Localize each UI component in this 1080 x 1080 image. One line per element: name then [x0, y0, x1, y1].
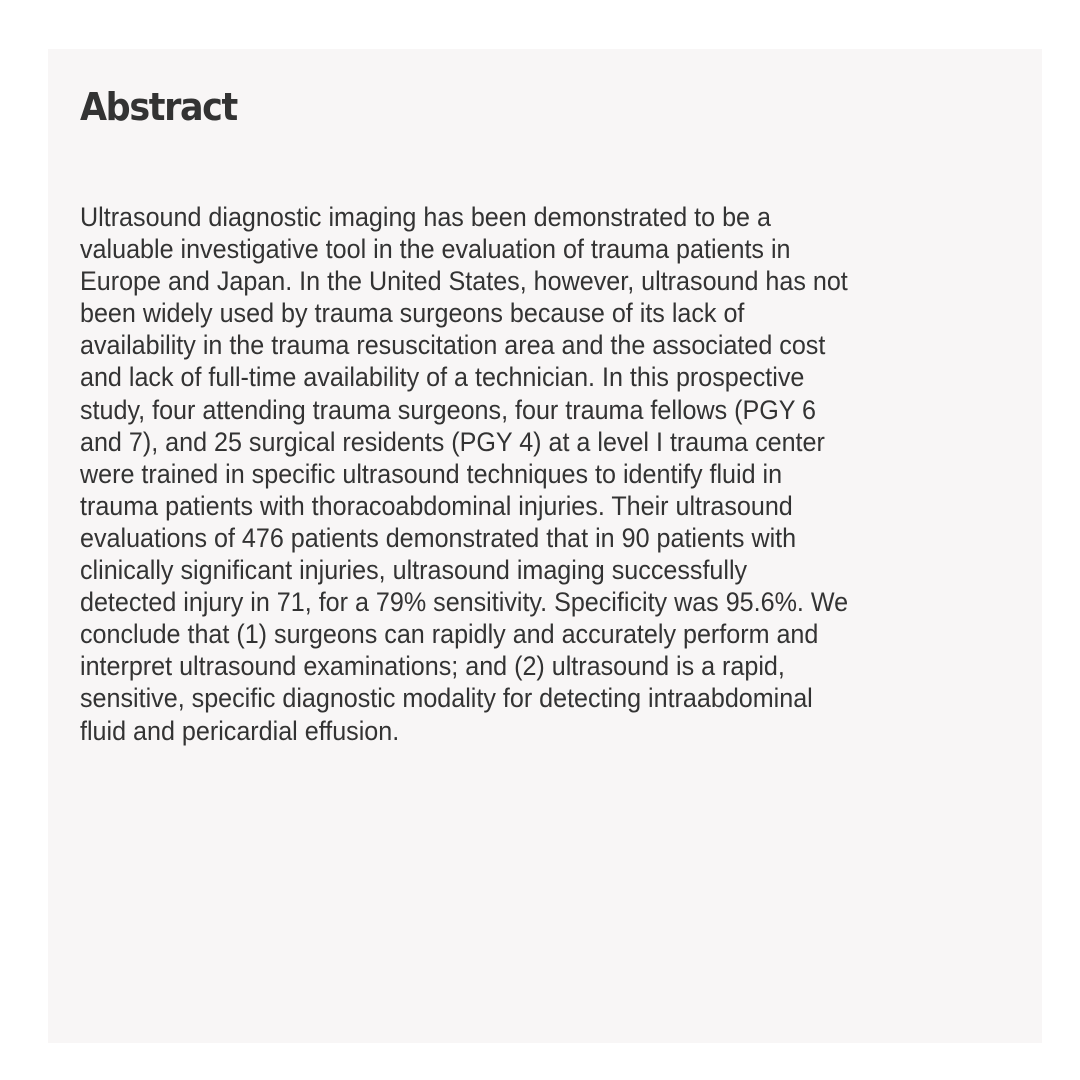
abstract-line: been widely used by trauma surgeons because of its lack of [80, 298, 745, 329]
abstract-line: availability in the trauma resuscitation area and the associated cost [80, 330, 826, 361]
abstract-line: study, four attending trauma surgeons, four trauma fellows (PGY 6 [80, 394, 817, 425]
abstract-line: interpret ultrasound examinations; and (2) ultrasound is a rapid, [80, 651, 785, 682]
abstract-line: clinically significant injuries, ultrasound imaging successfully [80, 555, 748, 586]
abstract-panel [48, 49, 1042, 1043]
abstract-body [80, 201, 1040, 747]
abstract-line: conclude that (1) surgeons can rapidly and accurately perform and [80, 619, 819, 650]
abstract-line: detected injury in 71, for a 79% sensitivity. Specificity was 95.6%. We [80, 587, 849, 618]
abstract-line: valuable investigative tool in the evaluation of trauma patients in [80, 234, 791, 265]
abstract-line: sensitive, specific diagnostic modality for detecting intraabdominal [80, 683, 813, 714]
abstract-line: fluid and pericardial effusion. [80, 715, 400, 746]
abstract-line: evaluations of 476 patients demonstrated that in 90 patients with [80, 522, 797, 553]
abstract-line: trauma patients with thoracoabdominal injuries. Their ultrasound [80, 490, 793, 521]
abstract-line: and lack of full-time availability of a technician. In this prospective [80, 362, 805, 393]
abstract-heading: Abstract [80, 85, 237, 129]
abstract-line: and 7), and 25 surgical residents (PGY 4) at a level I trauma center [80, 426, 825, 457]
abstract-line: Europe and Japan. In the United States, however, ultrasound has not [80, 266, 848, 297]
abstract-line: were trained in specific ultrasound techniques to identify fluid in [80, 458, 783, 489]
abstract-line: Ultrasound diagnostic imaging has been demonstrated to be a [80, 202, 771, 232]
